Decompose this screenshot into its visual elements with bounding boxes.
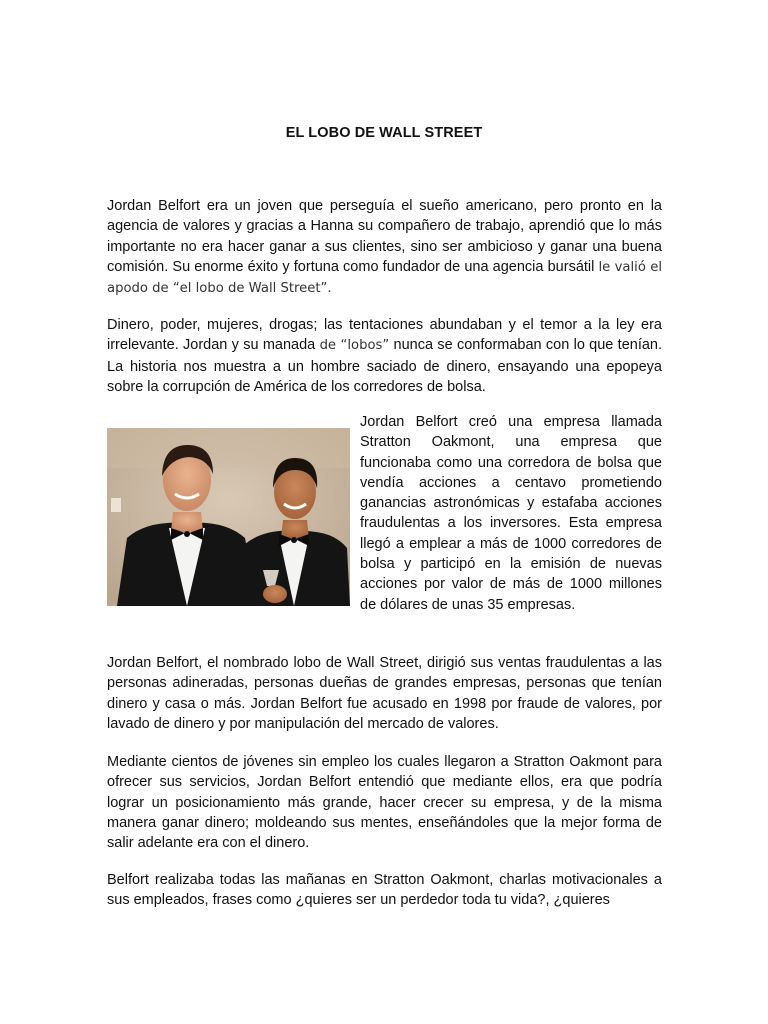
paragraph-2-text-a: Dinero, poder, mujeres, drogas; las tentaciones abundaban y el temor a la ley era irrelevante. Jordan y su manada bbox=[107, 317, 662, 354]
paragraph-2 bbox=[107, 315, 662, 397]
paragraph-5: Mediante cientos de jóvenes sin empleo los cuales llegaron a Stratton Oakmont para ofrecer sus servicios, Jordan Belfort entendió que mediante ellos, era que podría lograr un posicionamiento más grande, hacer crecer su empresa, y de la misma manera ganar dinero; moldeando sus mentes, enseñándoles que la mejor forma de salir adelante era con el dinero. bbox=[107, 754, 662, 852]
paragraph-1-text: Jordan Belfort era un joven que perseguía el sueño americano, pero pronto en la agencia de valores y gracias a Hanna su compañero de trabajo, aprendió que lo más importante no era hacer ganar a sus clientes, sino ser ambicioso y ganar una buena comisión. Su enorme éxito y fortuna como fundador de una agencia bursátil bbox=[107, 198, 662, 275]
paragraph-6: Belfort realizaba todas las mañanas en Stratton Oakmont, charlas motivacionales a sus empleados, frases como ¿quieres ser un perdedor toda tu vida?, ¿quieres bbox=[107, 872, 662, 909]
paragraph-1-nickname: le valió el apodo de “el lobo de Wall Street”. bbox=[107, 259, 662, 297]
document-title: EL LOBO DE WALL STREET bbox=[285, 125, 483, 141]
paragraph-2-text-b: nunca se conformaban con lo que tenían. La historia nos muestra a un hombre saciado de dinero, ensayando una epopeya sobre la corrupción de América de los corredores de bolsa. bbox=[107, 337, 663, 395]
paragraph-4: Jordan Belfort, el nombrado lobo de Wall Street, dirigió sus ventas fraudulentas a las personas adineradas, personas dueñas de grandes empresas, personas que tenían dinero y casa o más. Jordan Belfort fue acusado en 1998 por fraude de valores, por lavado de dinero y por manipulación del mercado de valores. bbox=[107, 655, 662, 732]
photo-two-men-in-tuxedos bbox=[107, 428, 350, 606]
paragraph-3-text: Jordan Belfort creó una empresa llamada Stratton Oakmont, una empresa que funcionaba como una corredora de bolsa que vendía acciones a centavo prometiendo ganancias astronómicas y estafaba acciones fraudulentas a los inversores. Esta empresa llegó a emplear a más de 1000 corredores de bolsa y participó en la emisión de nuevas acciones por valor de más de 1000 millones de dólares de unas 35 empresas. bbox=[360, 414, 662, 613]
paragraph-1 bbox=[107, 196, 662, 299]
paragraph-2-lobos: de “lobos” bbox=[319, 338, 390, 354]
